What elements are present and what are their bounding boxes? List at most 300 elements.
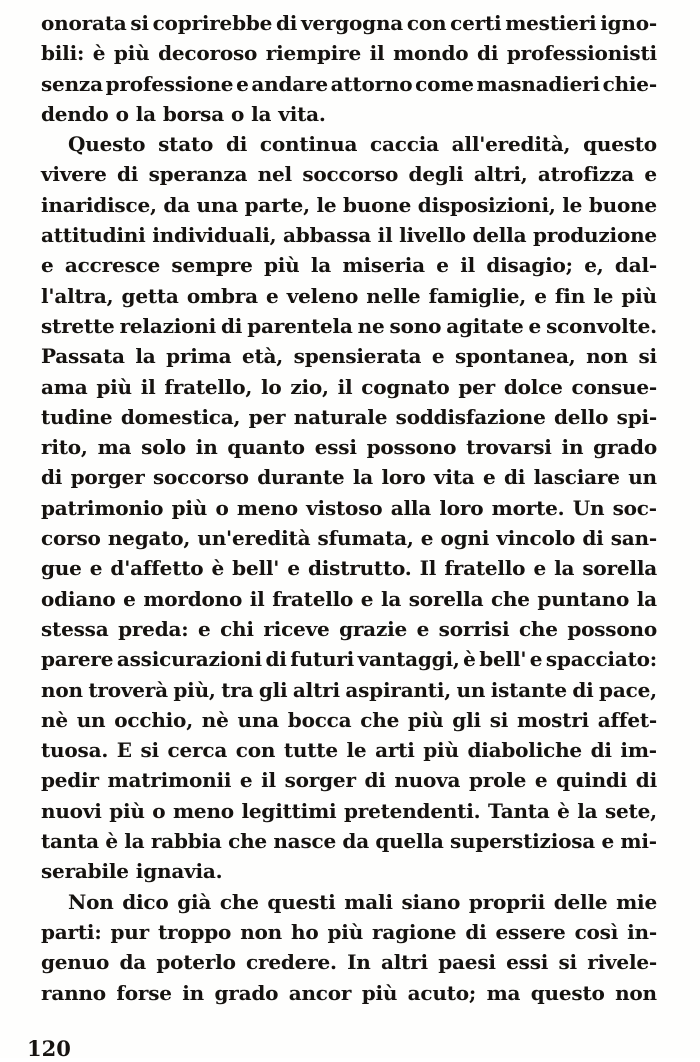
word: non xyxy=(41,677,83,702)
word: inaridisce, xyxy=(41,192,157,217)
word: e xyxy=(266,283,279,308)
word: relazioni xyxy=(119,313,217,338)
word: o xyxy=(230,101,245,126)
text-line xyxy=(41,281,657,311)
word: di xyxy=(635,768,657,793)
word: e xyxy=(644,162,657,187)
word: prole xyxy=(469,768,527,793)
word: in xyxy=(182,980,205,1005)
word: l'altra, xyxy=(41,283,114,308)
word: più xyxy=(407,707,444,732)
word: ignavia. xyxy=(135,859,223,884)
word: non xyxy=(586,344,628,369)
text-line xyxy=(41,887,657,917)
word: riceve xyxy=(263,616,330,641)
word: che xyxy=(219,889,259,914)
word: la xyxy=(380,586,402,611)
word: acuto; xyxy=(407,980,477,1005)
word: vantaggi, xyxy=(357,647,460,672)
word: assicurazioni xyxy=(116,647,262,672)
word: nuovi xyxy=(41,798,102,823)
word: di xyxy=(275,11,298,35)
text-line xyxy=(41,220,657,250)
word: nelle xyxy=(366,283,421,308)
word: di xyxy=(590,738,612,763)
word: parere xyxy=(41,647,114,672)
text-line xyxy=(41,159,657,189)
word: di xyxy=(364,768,386,793)
text-line xyxy=(41,553,657,583)
word: più xyxy=(96,374,132,399)
word: come xyxy=(415,71,474,96)
word: coprirebbe xyxy=(152,11,273,35)
word: sete, xyxy=(604,798,657,823)
word: attitudini xyxy=(41,223,146,248)
word: miseria xyxy=(342,253,425,278)
word: attorno xyxy=(330,71,413,96)
word: parti: xyxy=(41,919,102,944)
word: rito, xyxy=(41,435,88,460)
word: dello xyxy=(554,404,609,429)
word: superstiziosa xyxy=(450,829,596,854)
word: accresce xyxy=(64,253,161,278)
word: non xyxy=(615,980,657,1005)
text-line xyxy=(41,765,657,795)
text-line xyxy=(41,8,657,38)
word: sorella xyxy=(582,556,657,581)
word: ne xyxy=(357,313,385,338)
word: il xyxy=(369,41,385,66)
word: delle xyxy=(553,889,608,914)
word: da xyxy=(342,829,369,854)
word: e xyxy=(239,768,253,793)
word: e xyxy=(420,526,434,551)
word: sorger xyxy=(284,768,356,793)
word: pur xyxy=(110,919,149,944)
word: vistoso xyxy=(306,495,383,520)
word: stato xyxy=(158,132,214,157)
word: è xyxy=(92,41,106,66)
word: degli xyxy=(408,162,464,187)
word: e xyxy=(534,283,547,308)
word: abbassa xyxy=(283,223,372,248)
word: disagio; xyxy=(486,253,573,278)
word: per xyxy=(458,374,495,399)
word: domestica, xyxy=(120,404,241,429)
word: più xyxy=(109,798,145,823)
word: altri xyxy=(380,950,428,975)
word: buone xyxy=(343,192,412,217)
word: parentela xyxy=(247,313,353,338)
word: la xyxy=(135,101,156,126)
word: tanta xyxy=(41,829,99,854)
word: durante xyxy=(257,465,345,490)
word: un xyxy=(456,677,486,702)
word: stessa xyxy=(41,616,109,641)
word: che xyxy=(360,707,400,732)
text-line xyxy=(41,250,657,280)
word: grado xyxy=(593,435,657,460)
word: tudine xyxy=(41,404,113,429)
word: o xyxy=(152,798,166,823)
word: le xyxy=(593,283,614,308)
word: pretendenti. xyxy=(343,798,481,823)
word: questo xyxy=(530,980,605,1005)
text-line xyxy=(41,38,657,68)
word: il xyxy=(377,223,393,248)
word: Passata xyxy=(41,344,125,369)
word: bell' xyxy=(479,647,527,672)
word: e xyxy=(416,616,430,641)
text-line xyxy=(41,99,657,129)
word: ombra xyxy=(186,283,258,308)
word: vincolo xyxy=(496,526,576,551)
word: la xyxy=(352,465,374,490)
word: nasce xyxy=(273,829,337,854)
text-line xyxy=(41,614,657,644)
word: e xyxy=(287,556,300,581)
word: disposizioni, xyxy=(417,192,556,217)
word: speranza xyxy=(148,162,248,187)
word: vergogna xyxy=(300,11,404,35)
word: spacciato: xyxy=(545,647,657,672)
word: bocca xyxy=(287,707,352,732)
word: lasciare xyxy=(533,465,620,490)
word: la xyxy=(636,586,657,611)
word: gue xyxy=(41,556,82,581)
text-line xyxy=(41,523,657,553)
word: dendo xyxy=(41,101,109,126)
word: E xyxy=(116,738,132,763)
word: nè xyxy=(201,707,229,732)
word: essere xyxy=(495,919,566,944)
word: è xyxy=(463,647,476,672)
word: sorella xyxy=(408,586,484,611)
word: cognato xyxy=(361,374,450,399)
text-line xyxy=(41,69,657,99)
word: possono xyxy=(366,435,457,460)
word: genuo xyxy=(41,950,110,975)
word: le xyxy=(562,192,583,217)
word: e xyxy=(533,556,546,581)
word: si xyxy=(638,344,657,369)
word: è xyxy=(211,556,225,581)
word: sorrisi xyxy=(438,616,510,641)
word: andare xyxy=(251,71,328,96)
word: si xyxy=(130,11,149,35)
word: ogni xyxy=(440,526,490,551)
word: la xyxy=(135,344,156,369)
word: ragione xyxy=(372,919,457,944)
word: e xyxy=(482,465,496,490)
word: il xyxy=(249,586,265,611)
word: da xyxy=(119,950,147,975)
text-line xyxy=(41,462,657,492)
text-line xyxy=(41,190,657,220)
word: di xyxy=(465,919,487,944)
word: ma xyxy=(486,980,521,1005)
word: consue- xyxy=(571,374,657,399)
word: rabbia xyxy=(150,829,222,854)
word: porger xyxy=(70,465,145,490)
word: le xyxy=(346,738,367,763)
word: non xyxy=(240,919,283,944)
text-line xyxy=(41,705,657,735)
word: e, xyxy=(584,253,604,278)
word: vivere xyxy=(41,162,107,187)
word: corso xyxy=(41,526,101,551)
word: meno xyxy=(236,495,298,520)
word: di xyxy=(41,465,63,490)
word: parte, xyxy=(244,192,310,217)
word: soddisfazione xyxy=(395,404,546,429)
text-line xyxy=(41,735,657,765)
word: rivele- xyxy=(587,950,657,975)
word: vita. xyxy=(278,101,326,126)
word: riempire xyxy=(265,41,362,66)
word: diaboliche xyxy=(467,738,582,763)
word: grado xyxy=(214,980,279,1005)
word: morte. xyxy=(491,495,565,520)
word: un xyxy=(628,465,657,490)
text-line xyxy=(41,584,657,614)
word: chi xyxy=(220,616,254,641)
word: di xyxy=(477,41,499,66)
word: loro xyxy=(381,465,426,490)
text-line xyxy=(41,493,657,523)
word: si xyxy=(558,950,577,975)
word: strette xyxy=(41,313,115,338)
word: mostri xyxy=(517,707,589,732)
word: da xyxy=(163,192,190,217)
word: lo xyxy=(260,374,282,399)
word: di xyxy=(117,162,139,187)
page-number: 120 xyxy=(27,1036,71,1061)
word: le xyxy=(316,192,337,217)
word: Un xyxy=(572,495,605,520)
word: un xyxy=(76,707,106,732)
word: buone xyxy=(588,192,657,217)
word: è xyxy=(105,829,118,854)
word: borsa xyxy=(162,101,224,126)
text-line xyxy=(41,826,657,856)
word: e xyxy=(360,586,374,611)
word: una xyxy=(196,192,238,217)
word: più xyxy=(327,919,364,944)
word: che xyxy=(518,616,558,641)
word: più xyxy=(423,738,459,763)
word: nuova xyxy=(394,768,461,793)
word: mestieri xyxy=(505,11,597,35)
word: fratello xyxy=(272,586,354,611)
word: e xyxy=(89,556,103,581)
word: meno xyxy=(172,798,234,823)
word: in xyxy=(561,435,584,460)
word: atrofizza xyxy=(537,162,635,187)
word: di xyxy=(572,677,594,702)
word: mie xyxy=(616,889,657,914)
word: tuosa. xyxy=(41,738,109,763)
word: la xyxy=(554,556,575,581)
word: di xyxy=(225,132,248,157)
word: pace, xyxy=(599,677,657,702)
word: soccorso xyxy=(302,162,399,187)
word: loro xyxy=(439,495,484,520)
word: più xyxy=(264,253,300,278)
word: è xyxy=(557,798,570,823)
word: aspiranti, xyxy=(345,677,451,702)
word: pedir xyxy=(41,768,99,793)
word: ranno xyxy=(41,980,106,1005)
word: livello xyxy=(399,223,466,248)
word: questi xyxy=(267,889,336,914)
word: arti xyxy=(375,738,415,763)
word: professionisti xyxy=(506,41,657,66)
word: e xyxy=(236,71,249,96)
word: spontanea, xyxy=(454,344,576,369)
word: di xyxy=(265,647,287,672)
word: dal- xyxy=(614,253,657,278)
word: masnadieri xyxy=(476,71,600,96)
word: d'affetto xyxy=(110,556,204,581)
word: o xyxy=(215,495,229,520)
word: ma xyxy=(97,435,132,460)
word: alla xyxy=(390,495,432,520)
word: serabile xyxy=(41,859,129,884)
word: credere. xyxy=(246,950,337,975)
word: bell' xyxy=(232,556,280,581)
word: all'eredità, xyxy=(451,132,571,157)
word: possono xyxy=(567,616,657,641)
word: ho xyxy=(291,919,319,944)
word: trovarsi xyxy=(466,435,552,460)
word: getta xyxy=(121,283,179,308)
word: poterlo xyxy=(156,950,236,975)
text-line xyxy=(41,432,657,462)
word: chie- xyxy=(602,71,657,96)
text-line xyxy=(41,372,657,402)
word: e xyxy=(197,616,211,641)
word: senza xyxy=(41,71,103,96)
word: proprii xyxy=(468,889,546,914)
text-line xyxy=(41,341,657,371)
word: sempre xyxy=(171,253,253,278)
word: nel xyxy=(257,162,292,187)
word: di xyxy=(582,526,604,551)
word: troppo xyxy=(157,919,232,944)
word: sconvolte. xyxy=(546,313,657,338)
word: così xyxy=(574,919,619,944)
word: sono xyxy=(389,313,442,338)
word: questo xyxy=(583,132,657,157)
word: cerca xyxy=(167,738,228,763)
word: agitate xyxy=(446,313,524,338)
word: e xyxy=(123,586,136,611)
word: produzione xyxy=(533,223,657,248)
word: più xyxy=(113,41,150,66)
word: che xyxy=(228,829,267,854)
word: siano xyxy=(401,889,461,914)
word: e xyxy=(436,253,449,278)
word: altri, xyxy=(473,162,528,187)
word: altri xyxy=(292,677,340,702)
word: soccorso xyxy=(152,465,249,490)
word: o xyxy=(115,101,129,126)
text-line xyxy=(41,129,657,159)
word: spi- xyxy=(616,404,657,429)
word: per xyxy=(248,404,286,429)
word: grazie xyxy=(339,616,408,641)
word: quindi xyxy=(556,768,628,793)
word: fratello xyxy=(444,556,526,581)
word: mali xyxy=(344,889,393,914)
word: della xyxy=(472,223,527,248)
word: quella xyxy=(375,829,444,854)
word: solo xyxy=(141,435,186,460)
word: in- xyxy=(627,919,657,944)
word: odiano xyxy=(41,586,116,611)
word: gli xyxy=(258,677,288,702)
word: e xyxy=(529,647,543,672)
word: veleno xyxy=(286,283,359,308)
word: dolce xyxy=(503,374,563,399)
word: Non xyxy=(68,889,114,914)
text-line xyxy=(41,675,657,705)
word: continua xyxy=(259,132,358,157)
word: il xyxy=(337,374,353,399)
text-line xyxy=(41,644,657,674)
word: nè xyxy=(41,707,68,732)
word: Il xyxy=(419,556,437,581)
word: preda: xyxy=(118,616,189,641)
word: paesi xyxy=(438,950,496,975)
word: con xyxy=(406,11,447,35)
word: mondo xyxy=(393,41,469,66)
word: il xyxy=(460,253,475,278)
word: mi- xyxy=(620,829,657,854)
word: con xyxy=(235,738,276,763)
word: si xyxy=(489,707,509,732)
word: più xyxy=(361,980,398,1005)
word: istante xyxy=(490,677,567,702)
word: spensierata xyxy=(293,344,422,369)
word: gli xyxy=(452,707,481,732)
word: in xyxy=(195,435,218,460)
word: più, xyxy=(173,677,216,702)
word: e xyxy=(431,344,445,369)
word: la xyxy=(577,798,598,823)
word: si xyxy=(140,738,159,763)
word: più xyxy=(171,495,208,520)
word: e xyxy=(601,829,614,854)
word: prima xyxy=(166,344,232,369)
word: fratello, xyxy=(164,374,253,399)
word: naturale xyxy=(293,404,388,429)
word: bili: xyxy=(41,41,85,66)
word: patrimonio xyxy=(41,495,164,520)
word: famiglie, xyxy=(428,283,527,308)
word: distrutto. xyxy=(307,556,412,581)
word: vita xyxy=(433,465,475,490)
word: essi xyxy=(506,950,549,975)
word: professione xyxy=(105,71,234,96)
word: la xyxy=(251,101,272,126)
word: forse xyxy=(116,980,172,1005)
page-text xyxy=(41,8,657,1008)
word: zio, xyxy=(290,374,329,399)
word: fin xyxy=(554,283,586,308)
word: Tanta xyxy=(487,798,550,823)
